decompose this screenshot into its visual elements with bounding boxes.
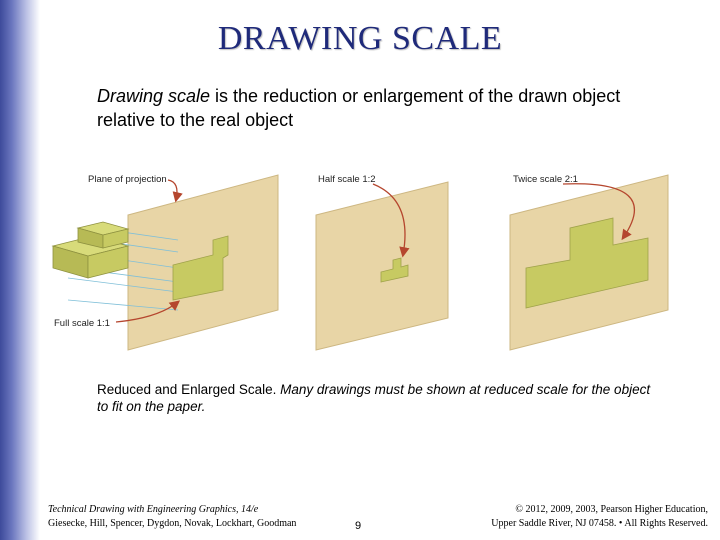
scale-illustration — [48, 160, 678, 370]
plane-half-scale — [316, 182, 448, 350]
caption-rest: Many drawings must be shown at reduced scale for the object to fit on the paper. — [97, 382, 651, 414]
slide-title: DRAWING SCALE — [217, 20, 503, 57]
footer-citation — [48, 503, 296, 531]
sidebar-gradient — [0, 0, 40, 540]
footer-authors: Giesecke, Hill, Spencer, Dygdon, Novak, Lockhart, Goodman — [48, 518, 297, 529]
footer-copyright — [428, 503, 708, 531]
footer-book-title: Technical Drawing with Engineering Graphics, 14/e — [48, 504, 259, 515]
label-full-scale: Full scale 1:1 — [54, 318, 110, 329]
copyright-line-1: © 2012, 2009, 2003, Pearson Higher Education, — [515, 504, 708, 515]
caption-lead: Reduced and Enlarged Scale. — [97, 382, 277, 397]
intro-rest: is the reduction or enlargement of the drawn object relative to the real object — [97, 86, 621, 130]
arrow-plane-label — [168, 180, 177, 200]
figure-caption — [97, 381, 657, 415]
label-twice-scale: Twice scale 2:1 — [513, 174, 578, 185]
step-object-3d — [53, 222, 128, 278]
copyright-line-2: Upper Saddle River, NJ 07458. • All Rights Reserved. — [491, 518, 708, 529]
intro-text — [97, 84, 677, 132]
label-plane-of-projection: Plane of projection — [88, 174, 167, 185]
label-half-scale: Half scale 1:2 — [318, 174, 376, 185]
intro-term: Drawing scale — [97, 86, 211, 106]
page-number: 9 — [355, 520, 362, 532]
